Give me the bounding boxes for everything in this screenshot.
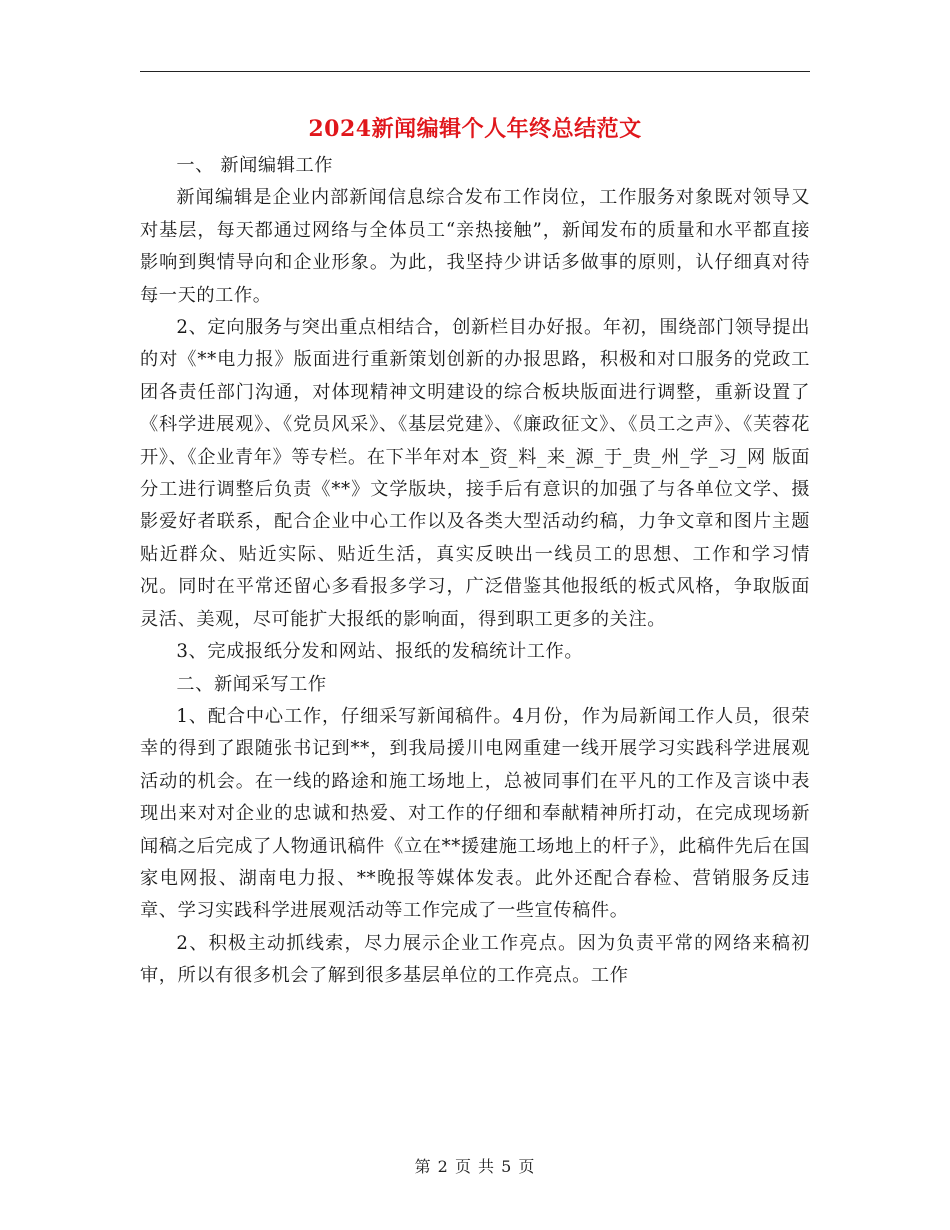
document-title: 2024新闻编辑个人年终总结范文 xyxy=(308,116,642,142)
section-heading: 3、完成报纸分发和网站、报纸的发稿统计工作。 xyxy=(176,641,584,663)
body-paragraph: 2、定向服务与突出重点相结合，创新栏目办好报。年初，围绕部门领导提出的对《**电力报》版面进行重新策划创新的办报思路，积极和对口服务的党政工团各责任部门沟通，对体现精神文明建设的综合板块版面进行调整，重新设置了《科学进展观》、《党员风采》、《基层党建》、《廉政征文》、《员工之声》、《芙蓉花开》、《企业青年》等专栏。在下半年对本_资_料_来_源_于_贵_州_学_习_网 版面分工进行调整后负责《**》文学版块，接手后有意识的加强了与各单位文学、摄影爱好者联系，配合企业中心工作以及各类大型活动约稿，力争文章和图片主题贴近群众、贴近实际、贴近生活，真实反映出一线员工的思想、工作和学习情况。同时在平常还留心多看报多学习，广泛借鉴其他报纸的板式风格，争取版面灵活、美观，尽可能扩大报纸的影响面，得到职工更多的关注。 xyxy=(140,317,810,630)
section-heading: 二、新闻采写工作 xyxy=(176,673,327,695)
body-paragraph: 1、配合中心工作，仔细采写新闻稿件。4月份，作为局新闻工作人员，很荣幸的得到了跟随张书记到**，到我局援川电网重建一线开展学习实践科学进展观活动的机会。在一线的路途和施工场地上，总被同事们在平凡的工作及言谈中表现出来对对企业的忠诚和热爱、对工作的仔细和奉献精神所打动，在完成现场新闻稿之后完成了人物通讯稿件《立在**援建施工场地上的杆子》，此稿件先后在国家电网报、湖南电力报、**晚报等媒体发表。此外还配合春检、营销服务反违章、学习实践科学进展观活动等工作完成了一些宣传稿件。 xyxy=(140,705,810,922)
header-rule xyxy=(140,71,810,72)
page-number: 第 2 页 共 5 页 xyxy=(414,1157,536,1176)
document-body xyxy=(140,150,810,993)
body-paragraph: 新闻编辑是企业内部新闻信息综合发布工作岗位，工作服务对象既对领导又对基层，每天都通过网络与全体员工“亲热接触”，新闻发布的质量和水平都直接影响到舆情导向和企业形象。为此，我坚持少讲话多做事的原则，认仔细真对待每一天的工作。 xyxy=(140,187,810,306)
section-heading: 一、 新闻编辑工作 xyxy=(176,155,334,176)
body-paragraph: 2、积极主动抓线索，尽力展示企业工作亮点。因为负责平常的网络来稿初审，所以有很多机会了解到很多基层单位的工作亮点。工作 xyxy=(140,932,810,987)
